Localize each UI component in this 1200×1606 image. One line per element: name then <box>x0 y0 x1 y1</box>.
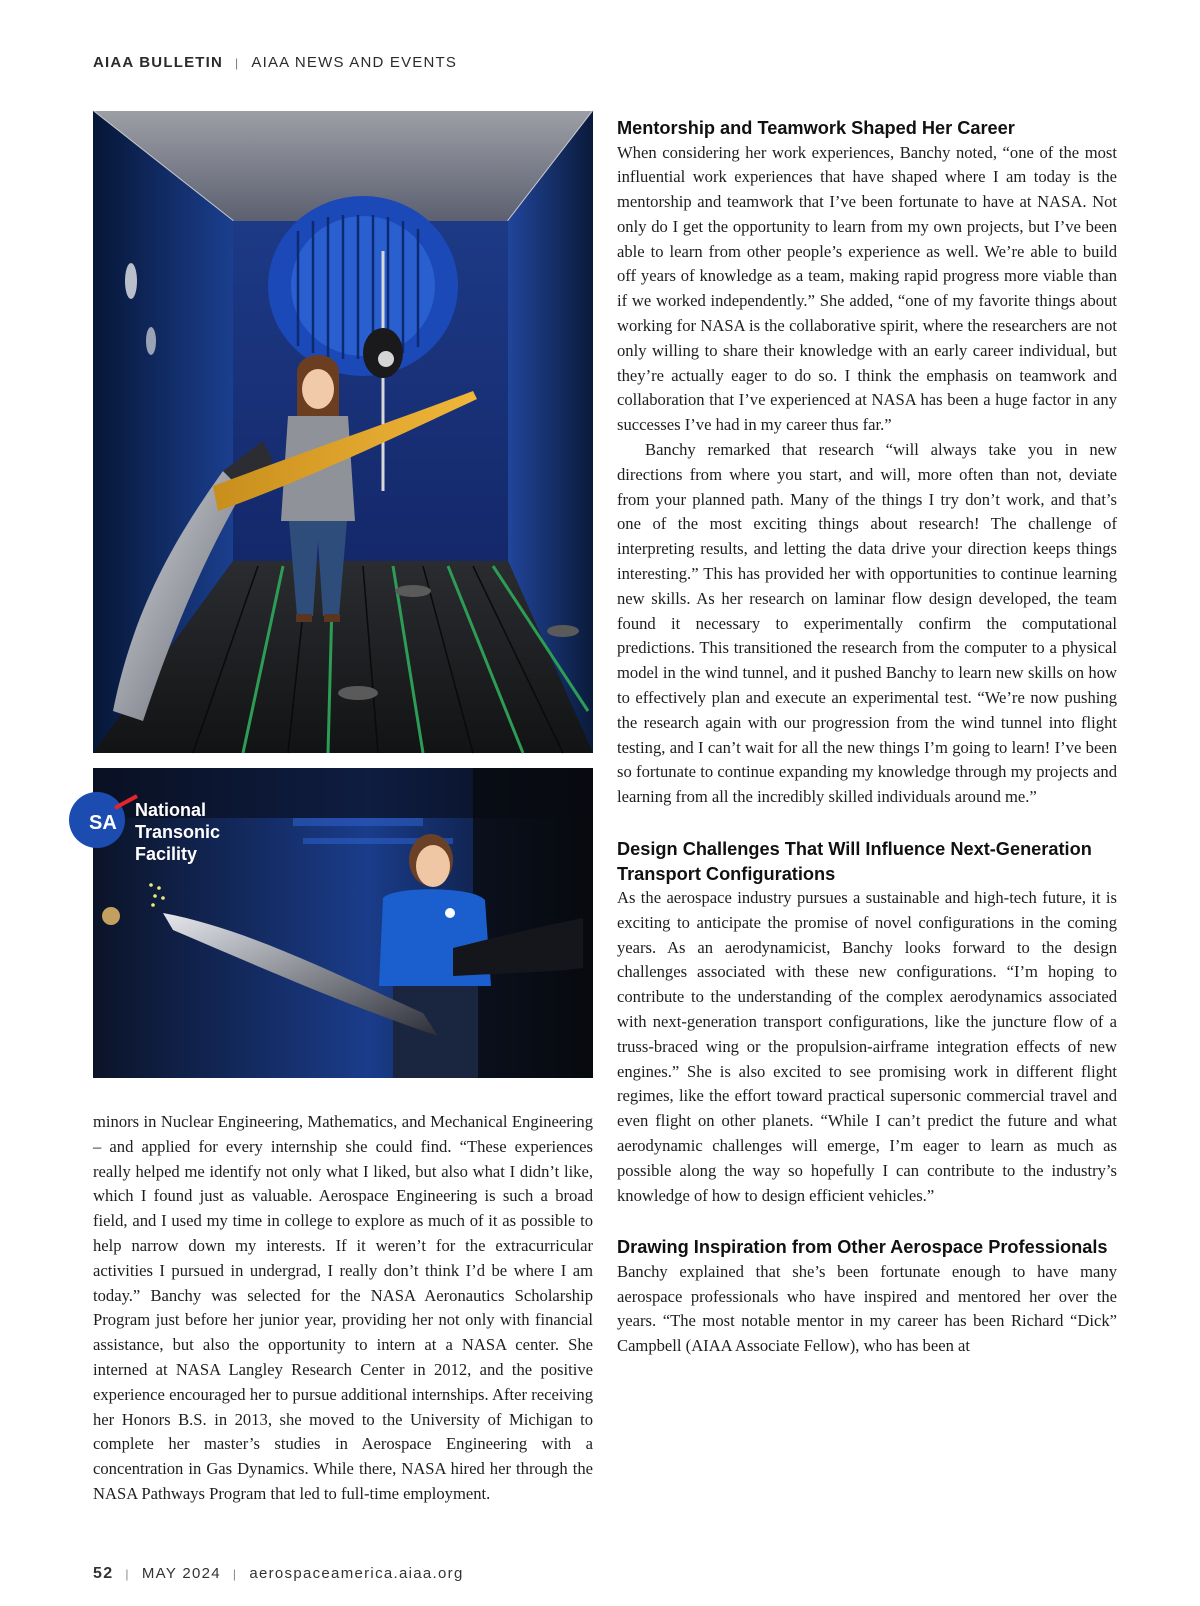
facility-sign-line-2: Transonic <box>135 822 221 842</box>
wind-tunnel-photo <box>93 111 593 753</box>
design-challenges-paragraph: As the aerospace industry pursues a sustainable and high-tech future, it is exciting to anticipate the promise of novel configurations in the coming years. As an aerodynamicist, Banchy looks forward to the design challenges associated with these new configurations. “I’m hoping to contribute to the understanding of the complex aerodynamics associated with next-generation transport configurations, like the juncture flow of a truss-braced wing or the propulsion-airframe integration effects of new engines.” She is also excited to see promising work in different flight regimes, like the effort toward practical supersonic commercial travel and even flight on other planets. “While I can’t predict the future and what aerodynamic challenges will emerge, I’m eager to learn as much as possible along the way so hopefully I can contribute to the industry’s knowledge of how to design efficient vehicles.” <box>617 888 1117 1205</box>
right-column <box>617 116 1117 1359</box>
magazine-url: aerospaceamerica.aiaa.org <box>249 1565 464 1582</box>
left-column <box>93 1110 593 1507</box>
section-heading-mentorship: Mentorship and Teamwork Shaped Her Career <box>617 118 1015 138</box>
running-header <box>93 54 457 74</box>
section-heading-inspiration: Drawing Inspiration from Other Aerospace Professionals <box>617 1237 1108 1258</box>
page-footer <box>93 1565 464 1583</box>
issue-date: MAY 2024 <box>141 1565 221 1582</box>
facility-sign-line-1: National <box>135 800 207 820</box>
nasa-logo-fragment: SA <box>89 812 117 834</box>
inspiration-paragraph: Banchy explained that she’s been fortunate enough to have many aerospace professionals who have inspired and mentored her over the years. “The most notable mentor in my career has been Richard “Dick” Campbell (AIAA Associate Fellow), who has been at <box>617 1261 1117 1356</box>
facility-sign-line-3: Facility <box>135 844 198 864</box>
section-heading-design-challenges: Design Challenges That Will Influence Next-Generation Transport Configurations <box>617 839 1092 884</box>
header-category: AIAA NEWS AND EVENTS <box>251 54 458 71</box>
footer-separator-2: | <box>232 1567 238 1581</box>
mentorship-paragraph-2: Banchy remarked that research “will always take you in new directions from where you start, and will, more often than not, deviate from your planned path. Many of the things I try don’t work, and that’s one of the most exciting things about research! The challenge of interpreting results, and letting the data drive your direction keeps things interesting.” This has provided her with opportunities to continue learning new skills. As her research on laminar flow design developed, the team found it necessary to experimentally confirm the computational predictions. This transitioned the research from the computer to a physical model in the wind tunnel, and it pushed Banchy to learn new skills on how to effectively plan and execute an experimental test. “We’re now pushing the research again with our progression from the wind tunnel into flight testing, and I can’t wait for all the new things I’m going to learn! I’ve been so fortunate to continue expanding my knowledge through my projects and learning from all the incredibly skilled individuals around me.” <box>617 440 1117 807</box>
mentorship-paragraph-1: When considering her work experiences, Banchy noted, “one of the most influential work experiences that have shaped where I am today is the mentorship and teamwork that I’ve been fortunate to have at NASA. Not only do I get the opportunity to learn from my own projects, but I’ve been able to learn from other people’s experience as well. We’re able to build off years of knowledge as a team, making rapid progress more viable than if we worked independently.” She added, “one of my favorite things about working for NASA is the collaborative spirit, where the researchers are not only willing to share their knowledge with an early career individual, but they’re actually eager to do so. I think the emphasis on teamwork and collaboration that I’ve experienced at NASA has been a huge factor in any successes I’ve had in my career thus far.” <box>617 142 1117 435</box>
page-number: 52 <box>93 1565 114 1582</box>
header-separator: | <box>235 56 240 70</box>
left-column-paragraph: minors in Nuclear Engineering, Mathematics, and Mechanical Engineering – and applied for every internship she could find. “These experiences really helped me identify not only what I liked, but also what I didn’t like, which I found just as valuable. Aerospace Engineering is such a broad field, and I used my time in college to explore as much of it as possible to help narrow down my interests. If it weren’t for the extracurricular activities I pursued in undergrad, I really don’t think I’d be where I am today.” Banchy was selected for the NASA Aeronautics Scholarship Program just before her junior year, providing her not only with financial assistance, but also the opportunity to intern at a NASA center. She interned at NASA Langley Research Center in 2012, and the positive experience encouraged her to pursue additional internships. After receiving her Honors B.S. in 2013, she moved to the University of Michigan to complete her master’s studies in Aerospace Engineering with a concentration in Gas Dynamics. While there, NASA hired her through the NASA Pathways Program that led to full-time employment. <box>93 1112 593 1503</box>
header-section: AIAA BULLETIN <box>93 54 224 71</box>
footer-separator-1: | <box>125 1567 130 1581</box>
transonic-facility-photo <box>89 768 593 1078</box>
